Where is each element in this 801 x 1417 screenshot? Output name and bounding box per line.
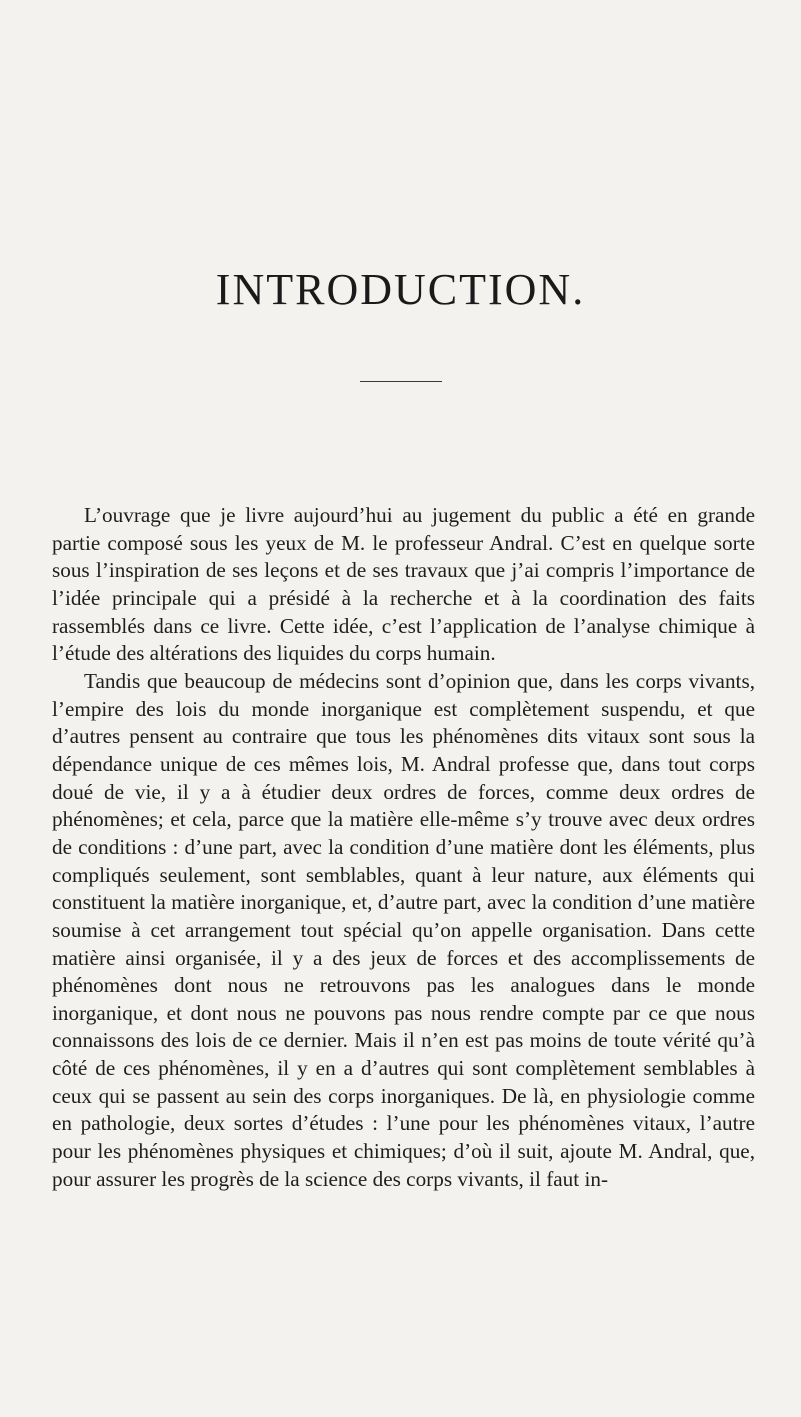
page-title: INTRODUCTION. [215,265,586,314]
body-text [52,502,755,1193]
paragraph-1: L’ouvrage que je livre aujourd’hui au jugement du public a été en grande partie composé sous les yeux de M. le professeur Andral. C’est en quelque sorte sous l’inspiration de ses leçons et de ses travaux que j’ai compris l’importance de l’idée principale qui a présidé à la recherche et à la coordination des faits rassemblés dans ce livre. Cette idée, c’est l’application de l’analyse chimique à l’étude des altérations des liquides du corps humain. [52,503,755,666]
paragraph-2: Tandis que beaucoup de médecins sont d’opinion que, dans les corps vivants, l’empire des lois du monde inorganique est complètement suspendu, et que d’autres pensent au contraire que tous les phénomènes dits vitaux sont sous la dépendance unique de ces mêmes lois, M. Andral professe que, dans tout corps doué de vie, il y a à étudier deux ordres de forces, comme deux ordres de phénomènes; et cela, parce que la matière elle-même s’y trouve avec deux ordres de conditions : d’une part, avec la condition d’une matière dont les éléments, plus compliqués seulement, sont semblables, quant à leur nature, aux éléments qui constituent la matière inorganique, et, d’autre part, avec la condition d’une matière soumise à cet arrangement tout spécial qu’on appelle organisation. Dans cette matière ainsi organisée, il y a des jeux de forces et des accomplissements de phénomènes dont nous ne retrouvons pas les analogues dans le monde inorganique, et dont nous ne pouvons pas nous rendre compte par ce que nous connaissons des lois de ce dernier. Mais il n’en est pas moins de toute vérité qu’à côté de ces phénomènes, il y en a d’autres qui sont complètement semblables à ceux qui se passent au sein des corps inorganiques. De là, en physiologie comme en pathologie, deux sortes d’études : l’une pour les phénomènes vitaux, l’autre pour les phénomènes physiques et chimiques; d’où il suit, ajoute M. Andral, que, pour assurer les progrès de la science des corps vivants, il faut in- [52,668,755,1191]
title-divider [360,381,442,382]
